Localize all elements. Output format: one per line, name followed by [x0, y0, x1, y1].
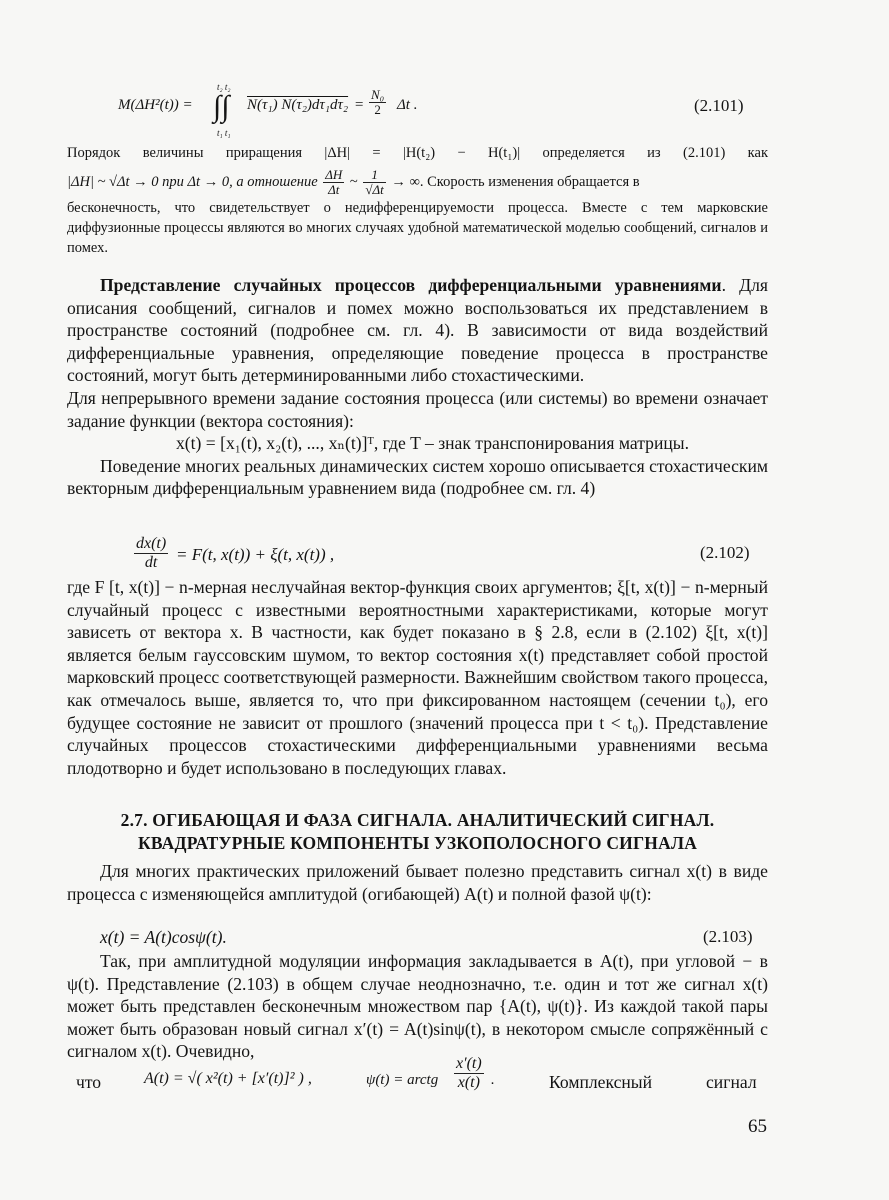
double-integral-icon: ∫∫: [213, 90, 230, 123]
frac2-num: 1: [363, 168, 385, 183]
heading-line-1: 2.7. ОГИБАЮЩАЯ И ФАЗА СИГНАЛА. АНАЛИТИЧЕСКИЙ СИГНАЛ.: [120, 810, 715, 830]
eq3-text: x(t) = A(t)cosψ(t).: [100, 927, 227, 947]
small-rest: бесконечность, что свидетельствует о недифференцируемости процесса. Вместе с тем марковские диффузионные процессы являются во многих случаях удобной математической моделью сообщений, сигналов и помех.: [67, 200, 768, 256]
eq-integrand: N(τ₁) N(τ₂)dτ₁dτ₂: [247, 97, 349, 113]
body-section-2: [67, 576, 768, 779]
eq-rhs-tail: Δt .: [397, 97, 418, 113]
paragraph-state-space: [67, 274, 768, 387]
body-section-1: [67, 274, 768, 500]
para1-text: . Для описания сообщений, сигналов и помех можно воспользоваться их представлением в пространстве состояний (подробнее см. гл. 4). В зависимости от вида воздействий дифференциальные уравнения, определяющие поведение процесса в пространстве состояний, могут быть детерминированными либо стохастическими.: [67, 275, 769, 386]
equation-number: (2.101): [694, 96, 744, 115]
small-line-2-a: |ΔH| ~ √Δt → 0 при Δt → 0, а отношение: [67, 173, 318, 190]
phase-frac-num: x′(t): [456, 1055, 482, 1072]
word-complex: Комплексный: [549, 1072, 653, 1092]
paragraph-where-F: где F [t, x(t)] − n-мерная неслучайная вектор-функция своих аргументов; ξ[t, x(t)] − n-мерный случайный процесс с известными вероятностными характеристиками, которые могут зависеть от вектора x. В частности, как будет показано в § 2.8, если в (2.102) ξ[t, x(t)] является белым гауссовским шумом, то вектор состояния x(t) представляет собой простой марковский процесс соответствующей размерности. Важнейшим свойством такого процесса, как отмечалось выше, является то, что при фиксированном настоящем (сечении t₀), его будущее состояние не зависит от прошлого (значений процесса при t < t₀). Представление случайных процессов стохастическими дифференциальными уравнениями весьма плодотворно и будет использовано в последующих главах.: [67, 577, 768, 778]
eq2-rhs: = F(t, x(t)) + ξ(t, x(t)) ,: [176, 545, 335, 564]
eq-frac-den: 2: [374, 102, 381, 117]
eq2-frac-num: dx(t): [136, 535, 167, 552]
heading-line-2: КВАДРАТУРНЫЕ КОМПОНЕНТЫ УЗКОПОЛОСНОГО СИГНАЛА: [137, 833, 698, 853]
small-line-1: Порядок величины приращения |ΔH| = |H(t₂) − H(t₁)| определяется из (2.101) как: [67, 145, 768, 161]
formula-phase-lhs: ψ(t) = arctg: [366, 1072, 439, 1088]
formula-phase-end: .: [491, 1072, 495, 1088]
integral-lower-limits: t₁ t₁: [217, 128, 231, 138]
equation-number-2-103: (2.103): [703, 927, 753, 946]
body-section-4: [67, 950, 768, 1063]
eq-equals: =: [354, 97, 365, 113]
equation-number-2-102: (2.102): [700, 543, 750, 562]
small-line-2-b: → ∞. Скорость изменения обращается в: [391, 173, 640, 190]
section-heading: [67, 809, 768, 855]
small-paragraph: [67, 143, 768, 258]
phase-frac-den: x(t): [457, 1074, 480, 1091]
integral-upper-limits: t₂ t₂: [217, 82, 231, 92]
body-section-3: [67, 860, 768, 905]
frac1-den: Δt: [328, 182, 340, 197]
formula-envelope: A(t) = √( x²(t) + [x′(t)]² ) ,: [144, 1070, 312, 1087]
eq2-fraction: [132, 535, 170, 572]
paragraph-envelope: Для многих практических приложений бывает полезно представить сигнал x(t) в виде процесса с изменяющейся амплитудой (огибающей) A(t) и полной фазой ψ(t):: [67, 861, 768, 904]
frac1-num: ΔH: [325, 167, 343, 182]
page-number: 65: [748, 1116, 767, 1137]
small-line-2: [67, 168, 768, 196]
formula-phase-fraction: [452, 1055, 486, 1092]
word-chto: что: [76, 1072, 102, 1092]
paragraph-dynamic-systems: Поведение многих реальных динамических систем хорошо описывается стохастическим векторным дифференциальным уравнением вида (подробнее см. гл. 4): [67, 455, 768, 499]
paragraph-modulation: Так, при амплитудной модуляции информация закладывается в A(t), при угловой − в ψ(t). Представление (2.103) в общем случае неоднозначно, т.е. один и тот же сигнал x(t) может быть представлен бесконечным множеством пар {A(t), ψ(t)}. Из каждой такой пары может быть образован новый сигнал x′(t) = A(t)sinψ(t), в некотором смысле сопряжённый с сигналом x(t). Очевидно,: [67, 951, 768, 1062]
word-signal: сигнал: [706, 1072, 757, 1092]
frac2-den: √Δt: [365, 182, 384, 197]
eq-lhs: M(ΔH²(t)) =: [118, 97, 193, 113]
tilde: ~: [349, 173, 358, 190]
eq-fraction: [367, 88, 388, 117]
eq2-frac-den: dt: [144, 554, 158, 571]
state-vector-line: x(t) = [x₁(t), x₂(t), ..., xₙ(t)]ᵀ, где T – знак транспонирования матрицы.: [175, 433, 690, 454]
eq-frac-num: N₀: [371, 87, 385, 102]
paragraph-continuous-time: Для непрерывного времени задание состояния процесса (или системы) во времени означает задание функции (вектора состояния):: [67, 387, 768, 431]
bold-lead: Представление случайных процессов дифференциальными уравнениями: [100, 275, 722, 295]
